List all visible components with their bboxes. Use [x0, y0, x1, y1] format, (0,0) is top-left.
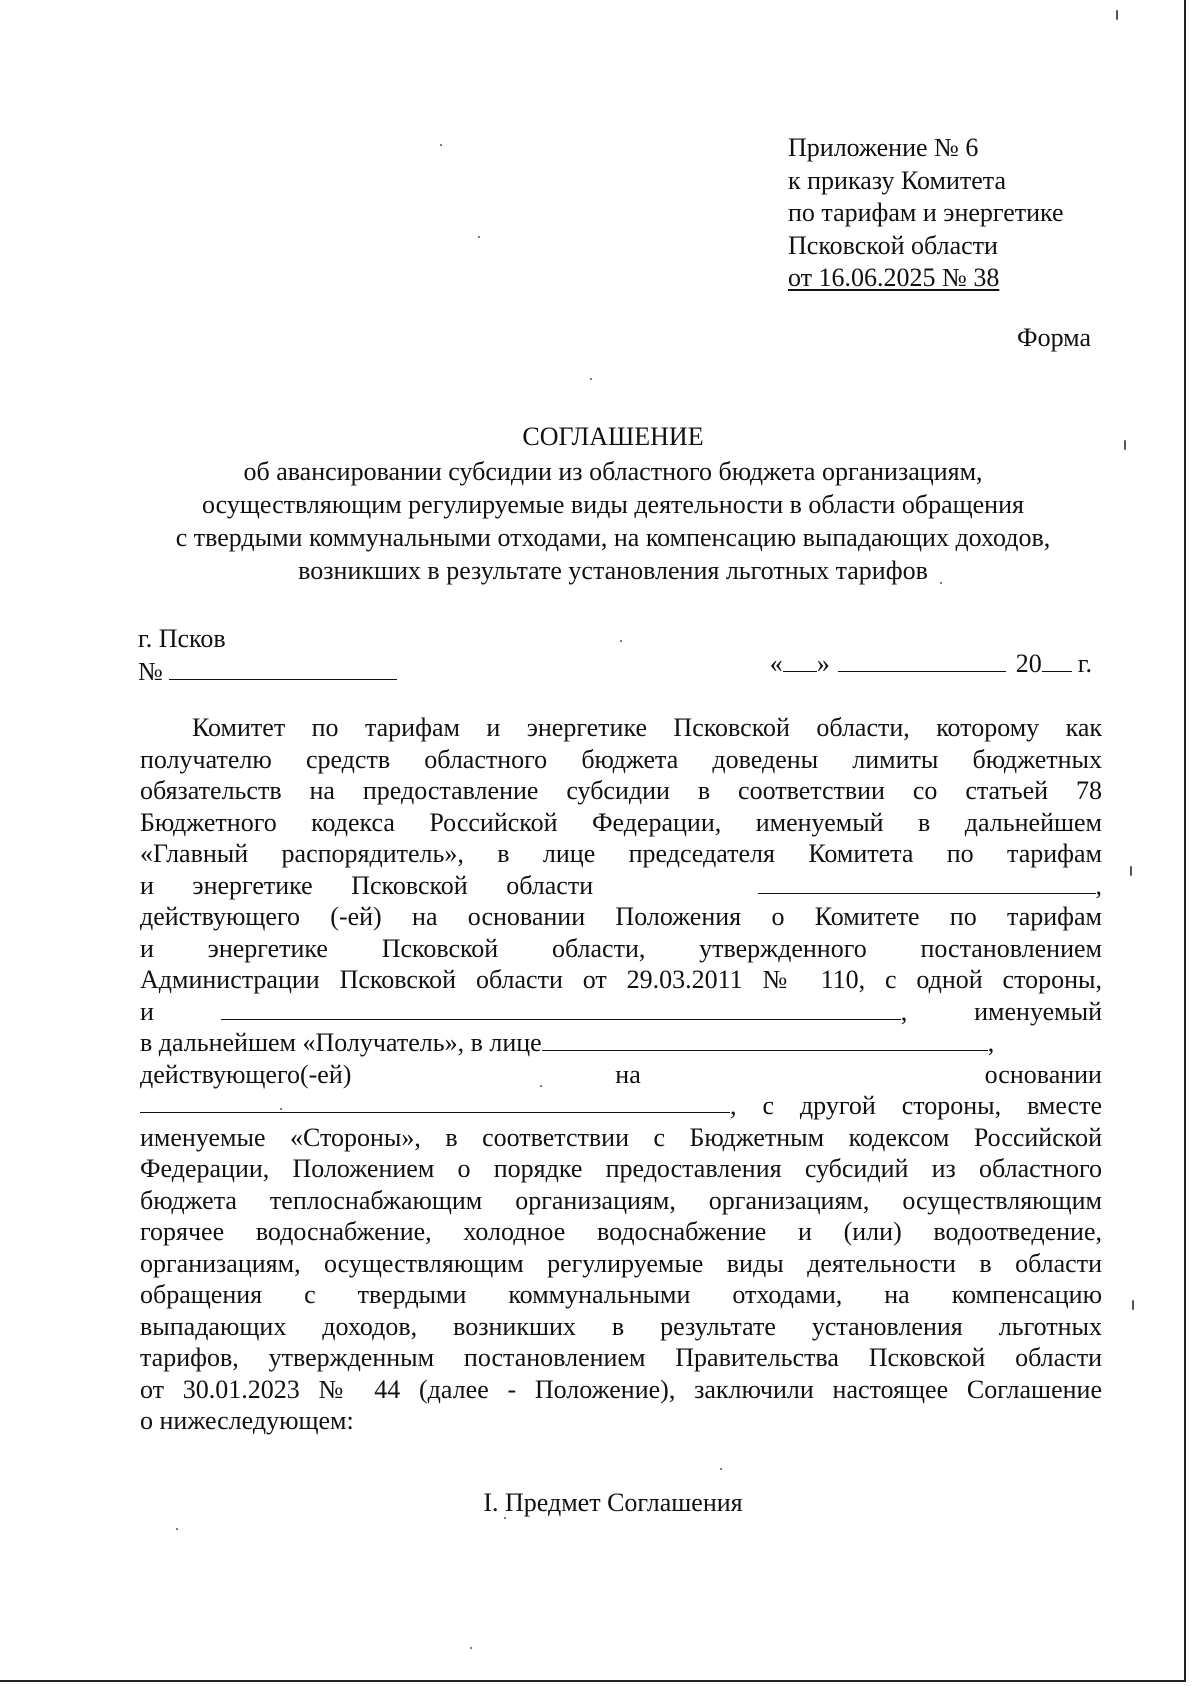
section-heading: I. Предмет Соглашения — [483, 1488, 743, 1517]
appendix-line: Приложение № 6 — [788, 133, 979, 162]
body-text — [758, 870, 1103, 902]
body-line: получателю средств областного бюджета доведены лимиты бюджетных — [140, 744, 1102, 774]
body-line — [140, 996, 1102, 1028]
subtitle-line: возникших в результате установления льготных тарифов — [298, 556, 928, 585]
body-line — [140, 1090, 1102, 1122]
body-line: тарифов, утвержденным постановлением Правительства Псковской области — [140, 1343, 1102, 1372]
comma: , — [987, 1028, 995, 1057]
comma: , — [1095, 870, 1102, 900]
body-line: выпадающих доходов, возникших в результате установления льготных — [140, 1311, 1102, 1341]
date-close-quote: » — [816, 649, 830, 678]
body-text: и энергетике Псковской области — [140, 870, 594, 900]
body-text: в дальнейшем «Получатель», в лице — [140, 1028, 542, 1057]
body-line: бюджета теплоснабжающим организациям, организациям, осуществляющим — [140, 1185, 1102, 1215]
body-text: именуемый — [974, 996, 1102, 1026]
body-line: обращения с твердыми коммунальными отходами, на компенсацию — [140, 1280, 1102, 1309]
appendix-block — [788, 132, 1064, 295]
body-line: Комитет по тарифам и энергетике Псковской области, которому как — [192, 713, 1102, 742]
year-suffix: г. — [1077, 649, 1092, 678]
agreement-preamble — [140, 712, 1102, 1437]
page-border-right — [1184, 0, 1186, 1682]
appendix-order-date: от 16.06.2025 № 38 — [788, 263, 1000, 292]
year-blank — [1042, 649, 1072, 672]
body-line: организациям, осуществляющим регулируемые виды деятельности в области — [140, 1248, 1102, 1278]
body-line — [140, 870, 1102, 902]
place-of-signing: г. Псков — [138, 624, 226, 653]
number-blank — [169, 655, 397, 680]
body-line: действующего (-ей) на основании Положения о Комитете по тарифам — [140, 902, 1102, 931]
representative-blank — [542, 1028, 988, 1051]
month-blank — [838, 649, 1006, 672]
body-line — [140, 1059, 1102, 1091]
body-line: обязательств на предоставление субсидии в соответствии со статьей 78 — [140, 776, 1102, 805]
body-line: о нижеследующем: — [140, 1406, 354, 1435]
body-line: «Главный распорядитель», в лице председателя Комитета по тарифам — [140, 839, 1102, 868]
agreement-date — [770, 649, 1092, 679]
day-blank — [783, 649, 817, 672]
year-prefix: 20 — [1015, 649, 1042, 678]
date-open-quote: « — [769, 649, 783, 678]
form-label: Форма — [1017, 323, 1091, 352]
body-text: основании — [984, 1059, 1102, 1089]
body-text: , с другой стороны, вместе — [730, 1091, 1102, 1120]
basis-blank — [140, 1090, 730, 1113]
body-text: и — [140, 996, 154, 1026]
body-line: Бюджетного кодекса Российской Федерации, именуемый в дальнейшем — [140, 807, 1102, 837]
body-text — [221, 996, 908, 1028]
body-line: горячее водоснабжение, холодное водоснабжение и (или) водоотведение, — [140, 1217, 1102, 1246]
comma: , — [900, 996, 908, 1026]
body-line: Администрации Псковской области от 29.03.2011 № 110, с одной стороны, — [140, 965, 1102, 994]
page-border-bottom — [0, 1680, 1186, 1682]
document-subtitle — [0, 455, 1200, 587]
body-line: от 30.01.2023 № 44 (далее - Положение), заключили настоящее Соглашение — [140, 1374, 1102, 1404]
body-text: на — [615, 1059, 641, 1089]
chairman-blank — [758, 871, 1096, 894]
document-title: СОГЛАШЕНИЕ — [522, 422, 704, 451]
body-line: и энергетике Псковской области, утвержденного постановлением — [140, 933, 1102, 963]
appendix-line: Псковской области — [788, 230, 998, 260]
body-line: Федерации, Положением о порядке предоставления субсидий из областного — [140, 1154, 1102, 1183]
body-line: именуемые «Стороны», в соответствии с Бюджетным кодексом Российской — [140, 1122, 1102, 1152]
appendix-line: к приказу Комитета — [788, 165, 1007, 195]
subtitle-line: осуществляющим регулируемые виды деятельности в области обращения — [202, 490, 1024, 519]
agreement-number — [138, 655, 397, 687]
body-text: действующего(-ей) — [140, 1059, 352, 1089]
subtitle-line: об авансировании субсидии из областного бюджета организациям, — [243, 457, 983, 486]
appendix-line: по тарифам и энергетике — [788, 198, 1064, 227]
number-sign: № — [138, 657, 163, 686]
body-line — [140, 1027, 1102, 1059]
recipient-name-blank — [221, 997, 901, 1020]
subtitle-line: с твердыми коммунальными отходами, на компенсацию выпадающих доходов, — [175, 523, 1051, 552]
